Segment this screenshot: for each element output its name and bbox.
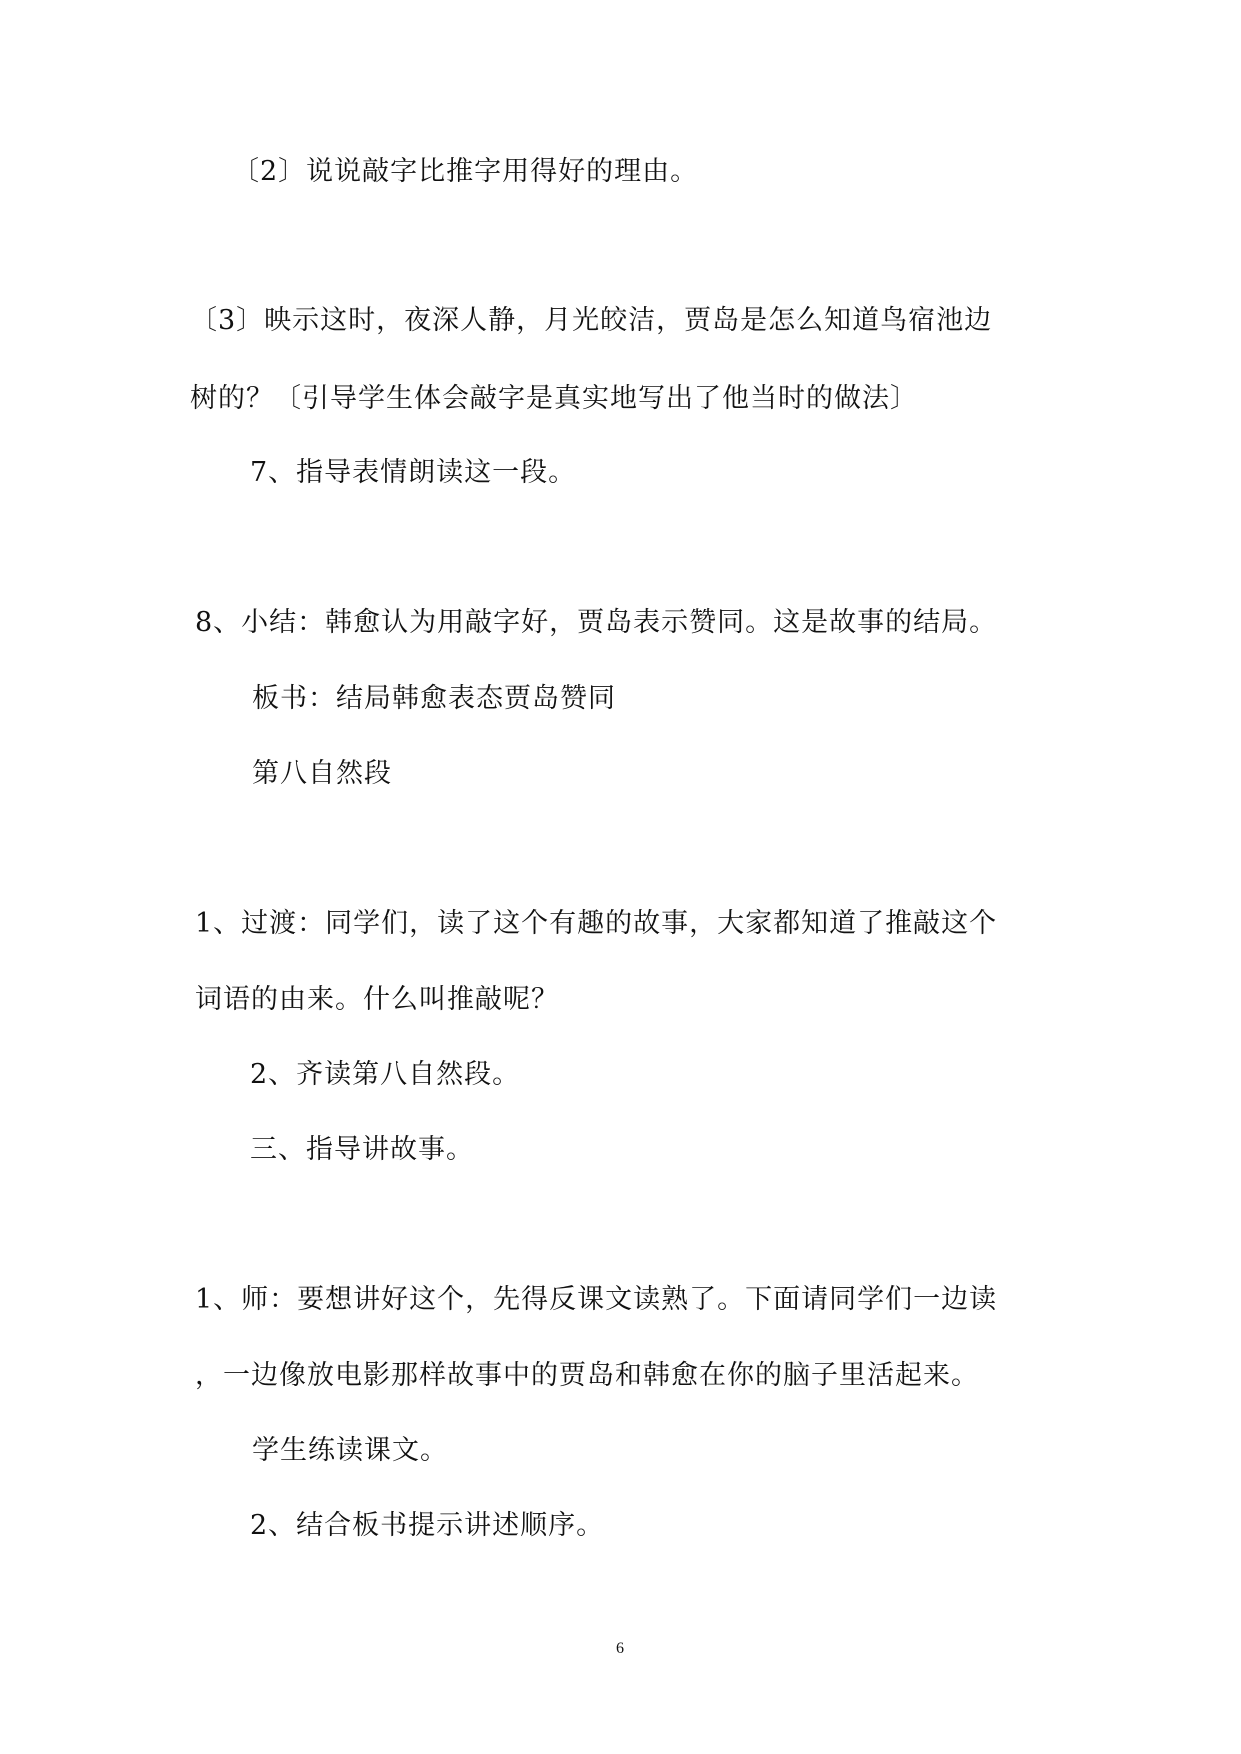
- text-line: 板书：结局韩愈表态贾岛赞同: [252, 683, 616, 714]
- text-line: ，一边像放电影那样故事中的贾岛和韩愈在你的脑子里活起来。: [195, 1360, 979, 1391]
- text-line: 三、指导讲故事。: [250, 1134, 474, 1165]
- text-line: 7、指导表情朗读这一段。: [250, 457, 577, 488]
- text-line: 树的？〔引导学生体会敲字是真实地写出了他当时的做法〕: [190, 383, 918, 414]
- page-number: 6: [616, 1640, 624, 1657]
- text-line: 词语的由来。什么叫推敲呢？: [195, 984, 559, 1015]
- text-line: 〔3〕映示这时，夜深人静，月光皎洁，贾岛是怎么知道鸟宿池边: [190, 305, 993, 336]
- text-line: 2、结合板书提示讲述顺序。: [250, 1510, 605, 1541]
- text-line: 1、师：要想讲好这个，先得反课文读熟了。下面请同学们一边读: [195, 1284, 998, 1315]
- text-line: 1、过渡：同学们，读了这个有趣的故事，大家都知道了推敲这个: [195, 908, 998, 939]
- text-line: 第八自然段: [252, 758, 392, 789]
- text-line: 〔2〕说说敲字比推字用得好的理由。: [232, 156, 699, 187]
- text-line: 2、齐读第八自然段。: [250, 1059, 521, 1090]
- text-line: 学生练读课文。: [252, 1435, 448, 1466]
- text-line: 8、小结：韩愈认为用敲字好，贾岛表示赞同。这是故事的结局。: [195, 607, 998, 638]
